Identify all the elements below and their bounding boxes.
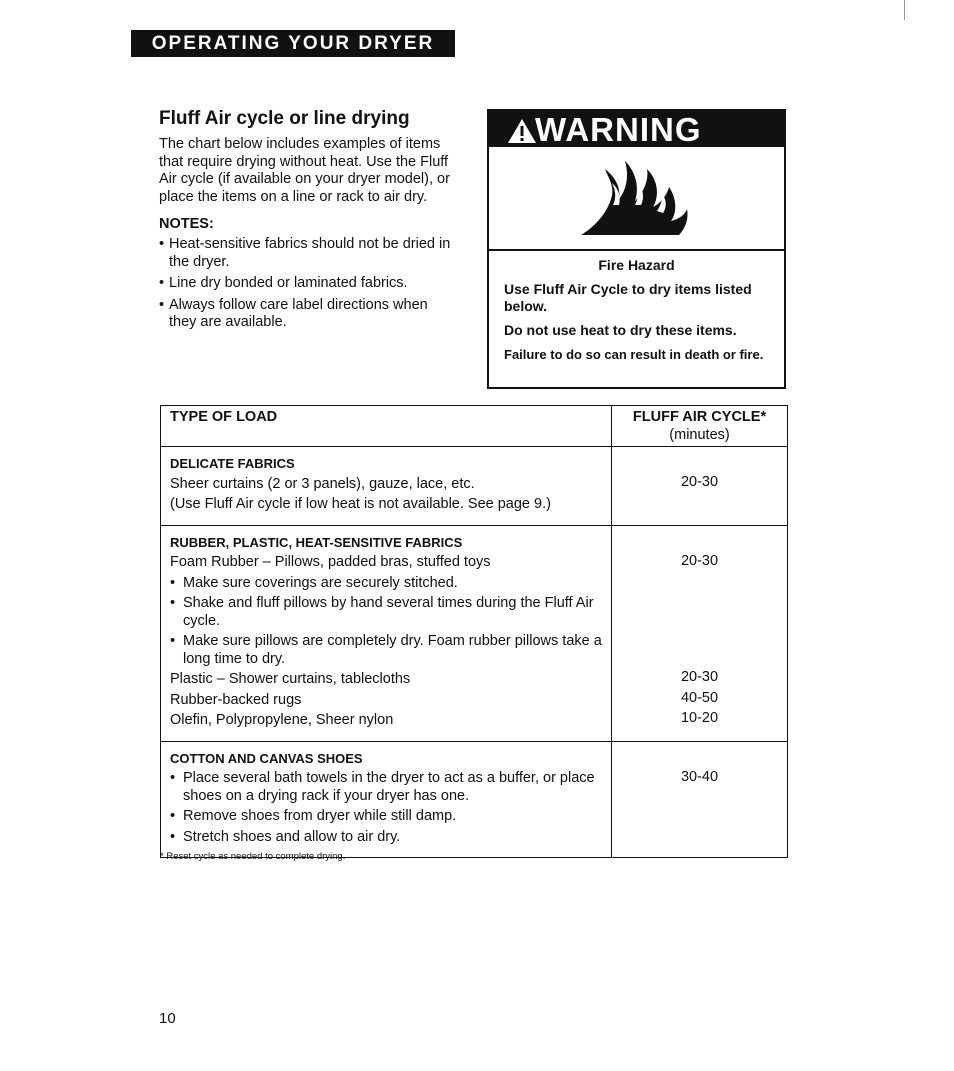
- table-row: [161, 741, 788, 858]
- warning-text: [489, 251, 784, 363]
- table-header-row: [161, 406, 788, 447]
- section-header: OPERATING YOUR DRYER: [131, 30, 455, 57]
- table-row: [161, 447, 788, 526]
- time-value: 20-30: [680, 552, 719, 569]
- time-value: 20-30: [680, 669, 719, 685]
- edge-mark: [904, 0, 905, 20]
- load-item: Olefin, Polypropylene, Sheer nylon: [170, 712, 394, 728]
- note-item: • Always follow care label directions when they are available.: [159, 297, 459, 332]
- warning-box: [487, 109, 786, 389]
- page-number: 10: [159, 1010, 176, 1027]
- notes-label: NOTES:: [159, 216, 214, 232]
- load-cell: [161, 447, 612, 526]
- load-item: Rubber-backed rugs: [170, 691, 302, 708]
- section-title: Fluff Air cycle or line drying: [159, 108, 410, 129]
- warning-line: Do not use heat to dry these items.: [504, 322, 737, 338]
- time-value: 10-20: [680, 710, 719, 726]
- warning-title: WARNING: [535, 111, 702, 148]
- time-value: 40-50: [680, 689, 719, 706]
- warning-line: Failure to do so can result in death or fire.: [504, 347, 764, 362]
- time-value: 30-40: [680, 768, 719, 785]
- time-cell: [612, 525, 788, 741]
- load-item: Plastic – Shower curtains, tablecloths: [170, 671, 411, 687]
- note-item: • Heat-sensitive fabrics should not be dried in the dryer.: [159, 236, 459, 271]
- table-row: [161, 525, 788, 741]
- time-cell: [612, 447, 788, 526]
- column-header-cycle: [612, 406, 788, 447]
- load-note: (Use Fluff Air cycle if low heat is not available. See page 9.): [170, 496, 551, 512]
- warning-title-bar: [489, 111, 784, 147]
- note-item: • Line dry bonded or laminated fabrics.: [159, 275, 459, 293]
- instruction-item: • Stretch shoes and allow to air dry.: [170, 829, 602, 847]
- load-item: Sheer curtains (2 or 3 panels), gauze, lace, etc.: [170, 475, 475, 492]
- warning-hazard: Fire Hazard: [598, 257, 675, 273]
- instruction-item: • Shake and fluff pillows by hand several times during the Fluff Air cycle.: [170, 595, 602, 630]
- instruction-item: • Make sure pillows are completely dry. Foam rubber pillows take a long time to dry.: [170, 633, 602, 668]
- intro-section: [159, 108, 459, 336]
- cycle-header-label: FLUFF AIR CYCLE*: [632, 409, 767, 425]
- fire-hazard-symbol: [489, 147, 784, 251]
- fluff-air-table: [160, 405, 788, 858]
- instruction-list: [170, 770, 602, 846]
- intro-text: The chart below includes examples of items that require drying without heat. Use the Fluff Air cycle (if available on your dryer model), or place the items on a line or rack to air dry.: [159, 136, 450, 205]
- instruction-item: • Remove shoes from dryer while still damp.: [170, 808, 602, 826]
- load-item: Foam Rubber – Pillows, padded bras, stuffed toys: [170, 554, 491, 570]
- warning-line: Use Fluff Air Cycle to dry items listed below.: [504, 281, 752, 314]
- load-cell: [161, 741, 612, 858]
- category-label: DELICATE FABRICS: [170, 456, 295, 471]
- category-label: COTTON AND CANVAS SHOES: [170, 750, 363, 766]
- cycle-header-unit: (minutes): [669, 426, 730, 443]
- instruction-item: • Make sure coverings are securely stitched.: [170, 575, 602, 593]
- warning-triangle-icon: [507, 118, 537, 144]
- load-cell: [161, 525, 612, 741]
- fire-icon: [579, 157, 694, 237]
- time-cell: [612, 741, 788, 858]
- instruction-list: [170, 575, 602, 669]
- column-header-type: TYPE OF LOAD: [161, 406, 612, 447]
- instruction-item: • Place several bath towels in the dryer to act as a buffer, or place shoes on a drying rack if your dryer has one.: [170, 770, 602, 805]
- notes-list: [159, 236, 459, 332]
- category-label: RUBBER, PLASTIC, HEAT-SENSITIVE FABRICS: [170, 534, 463, 550]
- table-footnote: * Reset cycle as needed to complete drying.: [160, 851, 346, 862]
- time-value: 20-30: [680, 474, 719, 490]
